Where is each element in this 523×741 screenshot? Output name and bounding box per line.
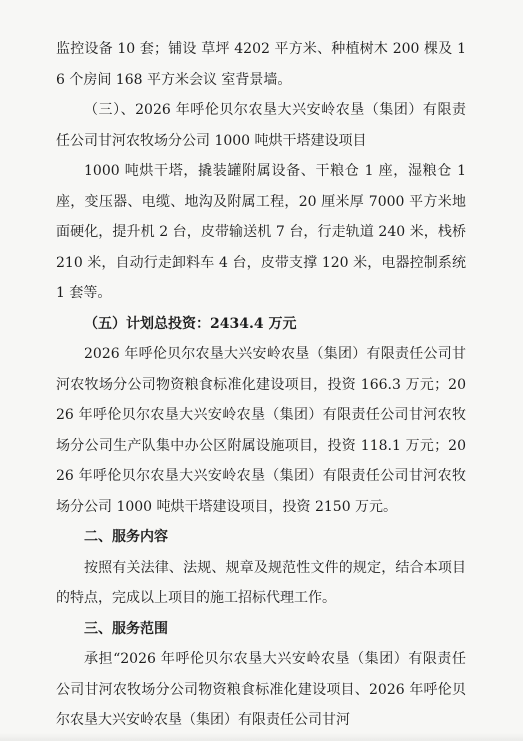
heading-total-investment: （五）计划总投资：2434.4 万元	[84, 315, 297, 332]
paragraph-service-content: 按照有关法律、法规、规章及规范性文件的规定，结合本项目的特点，完成以上项目的施工招标代理工作。	[56, 559, 466, 606]
scan-edge-shadow	[0, 733, 523, 741]
paragraph-drying-tower-details: 1000 吨烘干塔，撬装罐附属设备、干粮仓 1 座，湿粮仓 1 座，变压器、电缆、地沟及附属工程，20 厘米厚 7000 平方米地面硬化，提升机 2 台，皮带输送机 7 台，行走轨道 240 米，栈桥 210 米，自动行走卸料车 4 台，皮带支撑 120 米，电器控制系统 1 套等。	[56, 163, 466, 301]
paragraph-investment-breakdown: 2026 年呼伦贝尔农垦大兴安岭农垦（集团）有限责任公司甘河农牧场分公司物资粮食标准化建设项目，投资 166.3 万元；2026 年呼伦贝尔农垦大兴安岭农垦（集团）有限责任公司甘河农牧场分公司生产队集中办公区附属设施项目，投资 118.1 万元；2026 年呼伦贝尔农垦大兴安岭农垦（集团）有限责任公司甘河农牧场分公司 1000 吨烘干塔建设项目，投资 2150 万元。	[56, 346, 466, 515]
document-body	[56, 34, 466, 736]
paragraph-equipment-list: 监控设备 10 套；铺设 草坪 4202 平方米、种植树木 200 棵及 16 个房间 168 平方米会议 室背景墙。	[56, 41, 466, 88]
heading-service-content: 二、服务内容	[84, 529, 168, 545]
paragraph-service-scope: 承担“2026 年呼伦贝尔农垦大兴安岭农垦（集团）有限责任公司甘河农牧场分公司物资粮食标准化建设项目、2026 年呼伦贝尔农垦大兴安岭农垦（集团）有限责任公司甘河	[56, 651, 466, 728]
paragraph-project-three-title: （三）、2026 年呼伦贝尔农垦大兴安岭农垦（集团）有限责任公司甘河农牧场分公司 1000 吨烘干塔建设项目	[56, 102, 466, 149]
heading-service-scope: 三、服务范围	[84, 620, 168, 637]
